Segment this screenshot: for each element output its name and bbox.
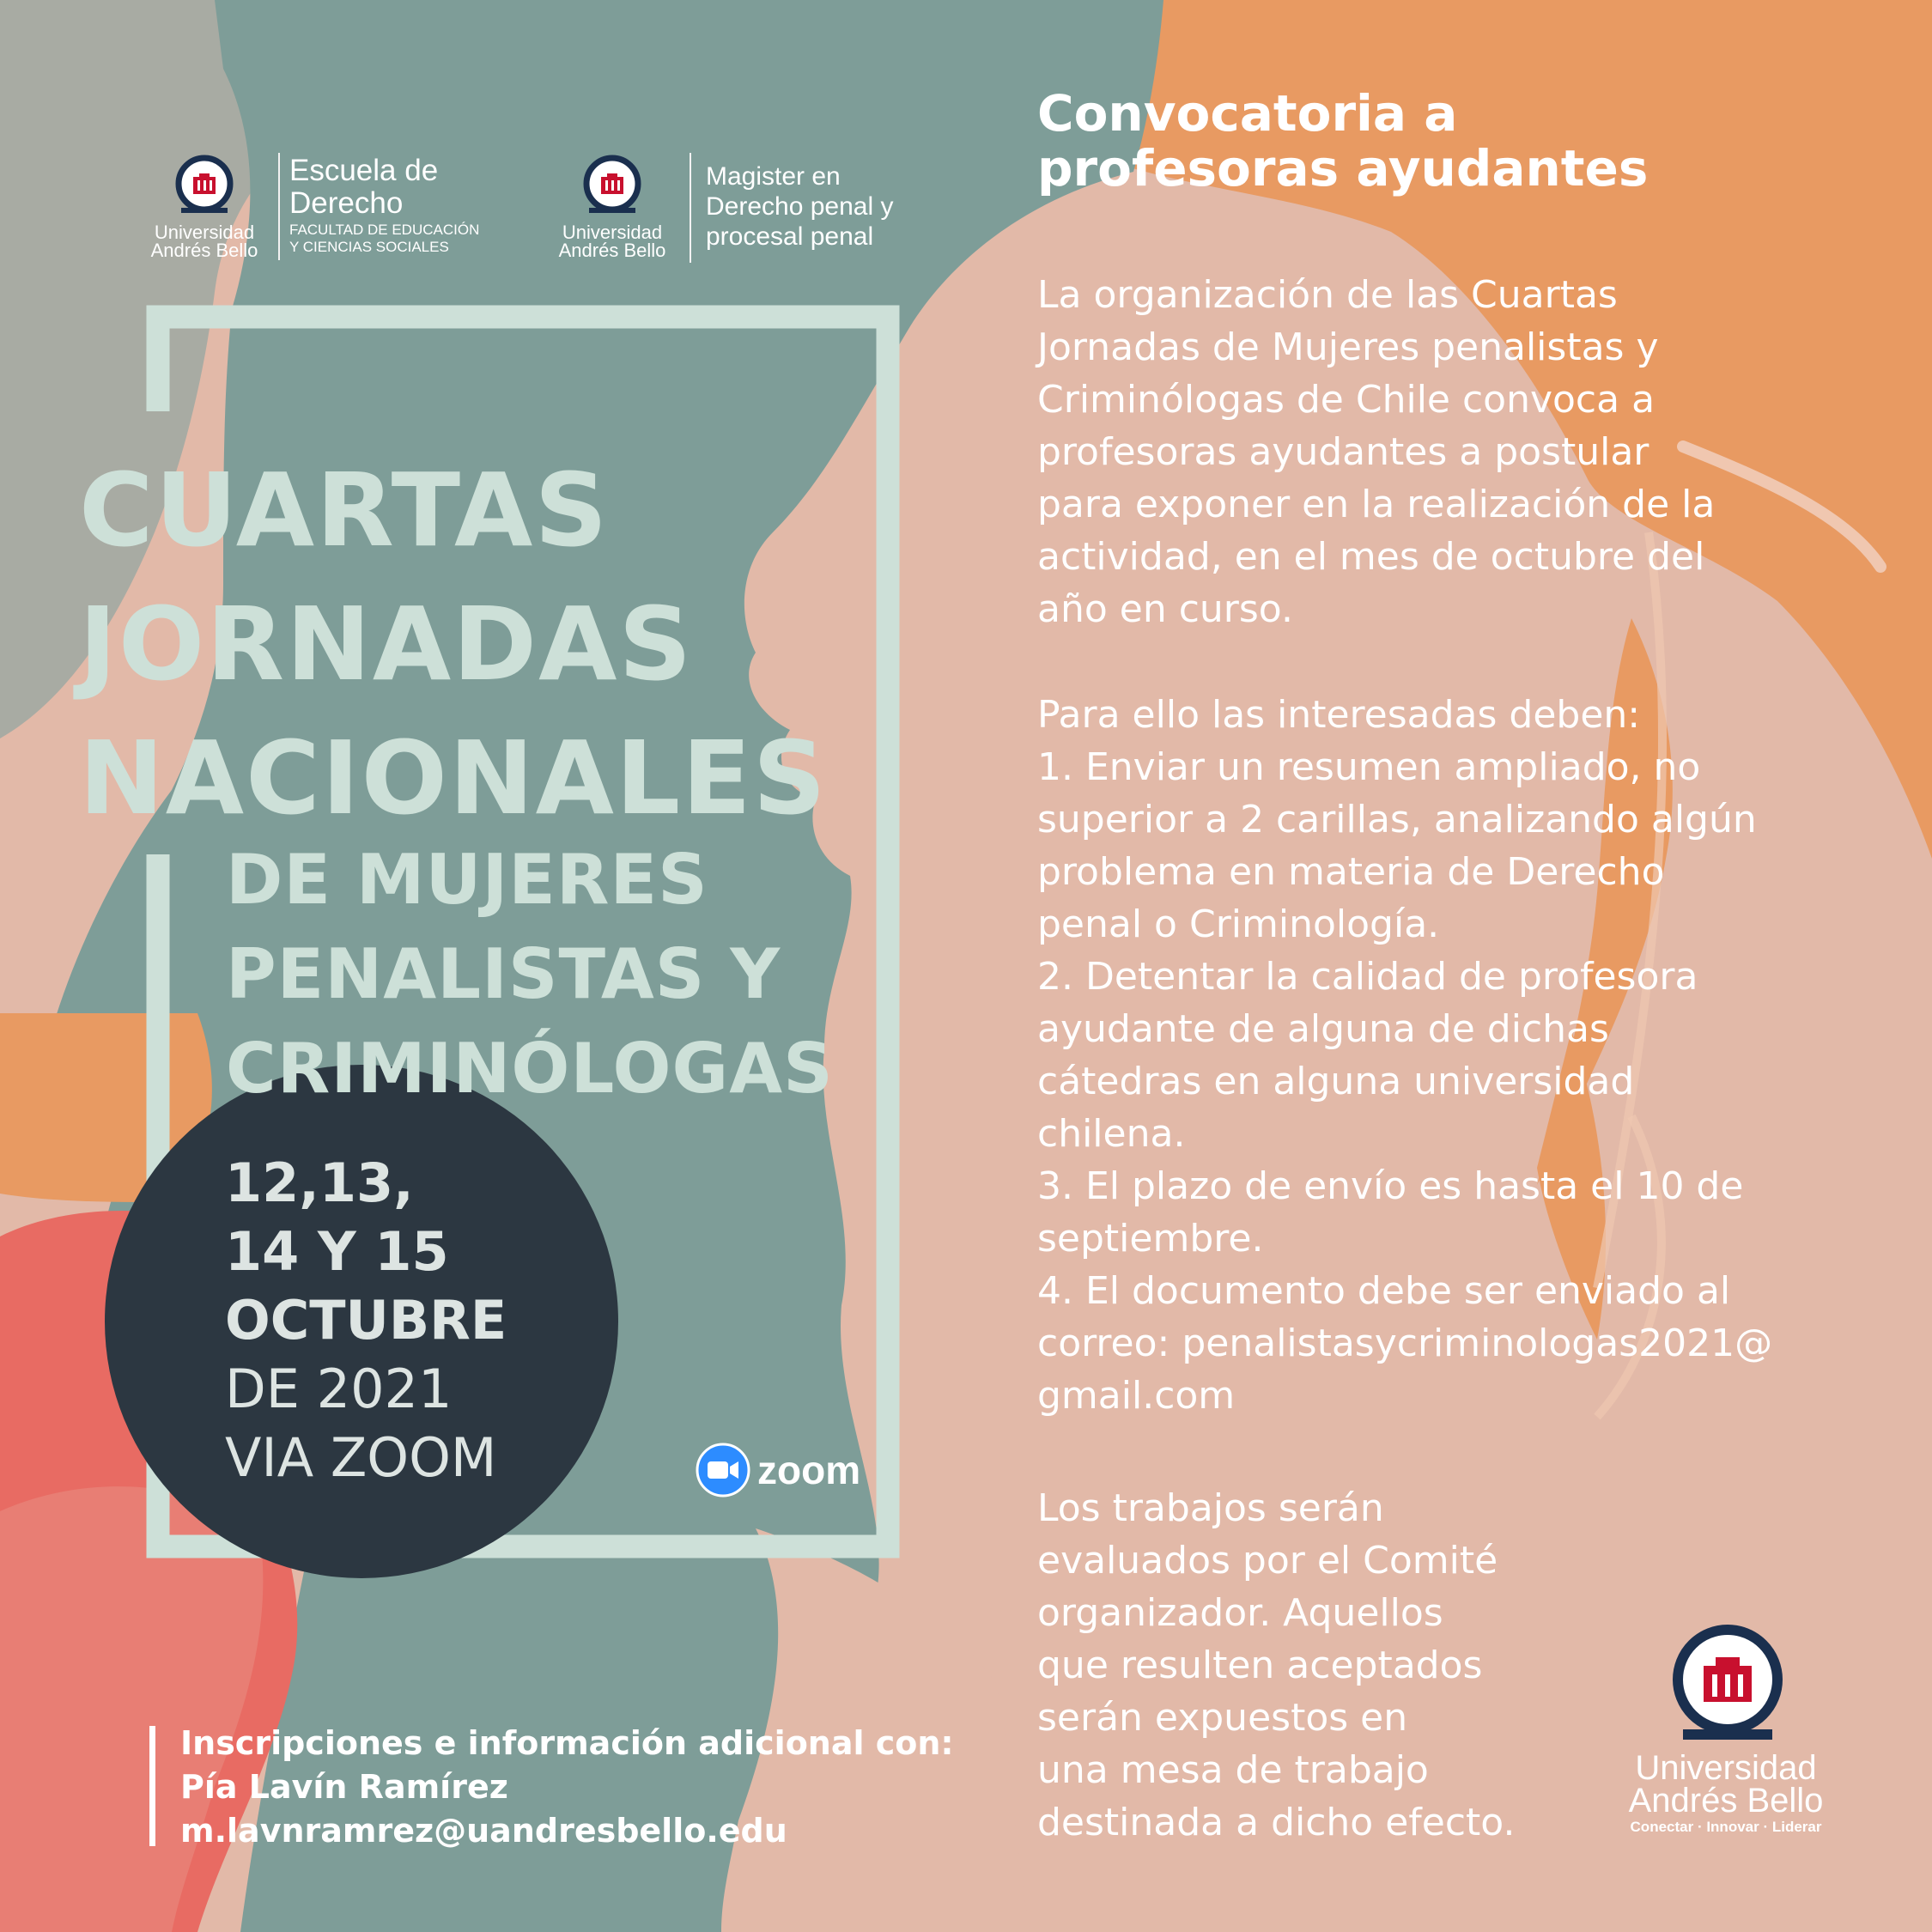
closing-line: organizador. Aquellos xyxy=(1037,1591,1443,1635)
uab-name-line1: Universidad xyxy=(154,222,255,243)
magister-line2: Derecho penal y xyxy=(706,192,894,221)
requirements-line: 4. El documento debe ser enviado al xyxy=(1037,1269,1731,1313)
uab-emblem-icon xyxy=(580,155,644,215)
date-line3: OCTUBRE xyxy=(225,1289,507,1352)
call-heading-line1: Convocatoria a xyxy=(1037,84,1458,143)
requirements-line: 2. Detentar la calidad de profesora xyxy=(1037,955,1698,999)
date-line4: DE 2021 xyxy=(225,1358,453,1420)
uab-name-line2: Andrés Bello xyxy=(150,240,258,261)
date-line2: 14 Y 15 xyxy=(225,1220,449,1283)
logo-divider xyxy=(690,153,691,263)
escuela-sub-line1: FACULTAD DE EDUCACIÓN xyxy=(289,222,480,238)
date-line5: VIA ZOOM xyxy=(225,1426,497,1489)
escuela-title-line1: Escuela de xyxy=(289,154,439,187)
uab-emblem-icon xyxy=(1666,1623,1789,1743)
intro-line: para exponer en la realización de la xyxy=(1037,483,1716,526)
requirements-line: 3. El plazo de envío es hasta el 10 de xyxy=(1037,1164,1744,1208)
title-line3: NACIONALES xyxy=(79,719,828,837)
zoom-camera-icon xyxy=(696,1443,750,1498)
intro-line: Jornadas de Mujeres penalistas y xyxy=(1037,325,1659,369)
closing-line: Los trabajos serán xyxy=(1037,1486,1384,1530)
subtitle-line1: DE MUJERES xyxy=(226,840,708,920)
requirements-line: gmail.com xyxy=(1037,1374,1236,1418)
event-subtitle xyxy=(226,837,834,1112)
closing-line: evaluados por el Comité xyxy=(1037,1539,1498,1583)
intro-line: profesoras ayudantes a postular xyxy=(1037,430,1649,474)
contact-email: m.lavnramrez@uandresbello.edu xyxy=(180,1812,787,1850)
requirements-line: 1. Enviar un resumen ampliado, no xyxy=(1037,745,1701,789)
requirements-line: problema en materia de Derecho xyxy=(1037,850,1665,894)
magister-logo-text xyxy=(706,161,893,252)
requirements-line: penal o Criminología. xyxy=(1037,902,1440,946)
uab-logo-2 xyxy=(552,155,672,262)
requirements-line: chilena. xyxy=(1037,1112,1186,1156)
magister-line3: procesal penal xyxy=(706,222,874,251)
intro-line: actividad, en el mes de octubre del xyxy=(1037,535,1705,579)
intro-line: La organización de las Cuartas xyxy=(1037,273,1618,317)
closing-line: una mesa de trabajo xyxy=(1037,1748,1429,1792)
closing-line: serán expuestos en xyxy=(1037,1696,1408,1740)
call-requirements xyxy=(1037,689,1772,1422)
uab-footer-logo xyxy=(1597,1623,1855,1846)
contact-line1: Inscripciones e información adicional con: xyxy=(180,1724,954,1762)
escuela-title-line2: Derecho xyxy=(289,186,404,220)
call-heading-line2: profesoras ayudantes xyxy=(1037,139,1649,197)
footer-uab-line1: Universidad xyxy=(1635,1749,1817,1787)
escuela-logo-text xyxy=(289,155,479,256)
closing-line: destinada a dicho efecto. xyxy=(1037,1801,1516,1844)
event-title xyxy=(79,447,828,841)
uab-name-line1: Universidad xyxy=(562,222,663,243)
subtitle-line3: CRIMINÓLOGAS xyxy=(226,1029,834,1109)
zoom-wordmark: zoom xyxy=(757,1448,861,1492)
uab-emblem-icon xyxy=(173,155,236,215)
uab-logo-1 xyxy=(144,155,264,262)
requirements-line: ayudante de alguna de dichas xyxy=(1037,1007,1609,1051)
footer-uab-line2: Andrés Bello xyxy=(1628,1782,1824,1820)
call-heading xyxy=(1037,86,1648,196)
closing-line: que resulten aceptados xyxy=(1037,1643,1483,1687)
requirements-line: correo: penalistasycriminologas2021@ xyxy=(1037,1321,1773,1365)
contact-name: Pía Lavín Ramírez xyxy=(180,1768,508,1806)
date-line1: 12,13, xyxy=(225,1151,414,1214)
zoom-logo xyxy=(696,1443,860,1498)
footer-uab-tagline: Conectar · Innovar · Liderar xyxy=(1630,1819,1822,1835)
subtitle-line2: PENALISTAS Y xyxy=(226,934,781,1014)
uab-name-line2: Andrés Bello xyxy=(558,240,666,261)
title-line2: JORNADAS xyxy=(79,585,694,703)
requirements-line: cátedras en alguna universidad xyxy=(1037,1060,1635,1103)
escuela-sub-line2: Y CIENCIAS SOCIALES xyxy=(289,239,449,255)
intro-line: año en curso. xyxy=(1037,587,1293,631)
logo-divider xyxy=(278,153,280,260)
requirements-line: Para ello las interesadas deben: xyxy=(1037,693,1641,737)
event-date xyxy=(225,1149,507,1492)
call-closing xyxy=(1037,1482,1515,1849)
magister-line1: Magister en xyxy=(706,162,841,191)
requirements-line: superior a 2 carillas, analizando algún xyxy=(1037,798,1757,841)
requirements-line: septiembre. xyxy=(1037,1217,1264,1261)
intro-line: Criminólogas de Chile convoca a xyxy=(1037,378,1656,422)
title-line1: CUARTAS xyxy=(79,451,610,569)
call-intro xyxy=(1037,269,1715,635)
contact-bar xyxy=(149,1726,155,1846)
contact-info xyxy=(180,1722,954,1853)
